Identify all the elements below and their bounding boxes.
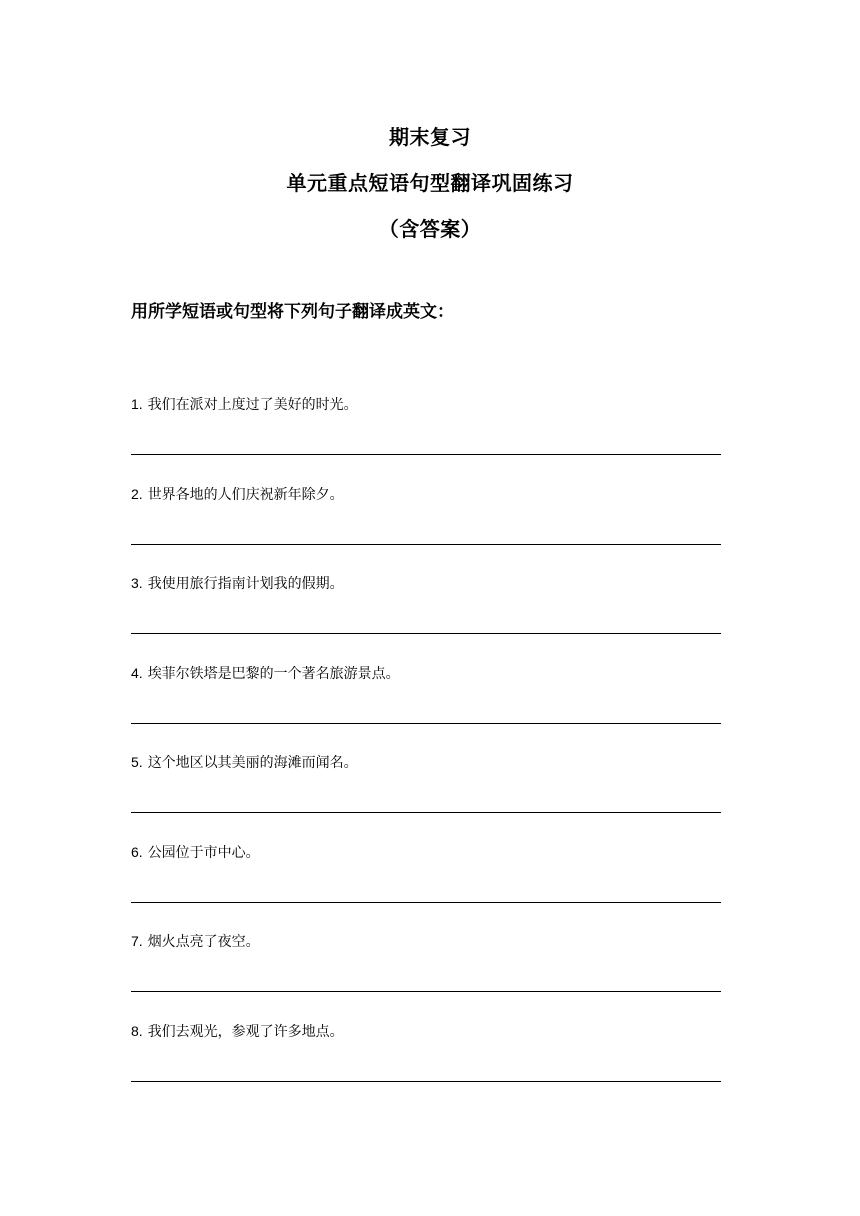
question-text: 我们在派对上度过了美好的时光。	[147, 397, 358, 413]
question-number: 3.	[131, 575, 143, 591]
title-block	[0, 114, 860, 252]
question-text-row	[131, 484, 721, 504]
question-text-row	[131, 663, 721, 683]
question-text: 埃菲尔铁塔是巴黎的一个著名旅游景点。	[147, 665, 400, 682]
question-text: 我使用旅行指南计划我的假期。	[147, 576, 344, 592]
question-item-7	[131, 931, 721, 1021]
question-text-row	[131, 573, 721, 593]
answer-line[interactable]	[131, 902, 721, 903]
question-item-3	[131, 573, 721, 663]
question-text-row	[131, 752, 721, 772]
question-text: 世界各地的人们庆祝新年除夕。	[147, 486, 344, 503]
answer-line[interactable]	[131, 454, 721, 455]
answer-line[interactable]	[131, 723, 721, 724]
question-item-8	[131, 1021, 721, 1111]
question-text: 公园位于市中心。	[147, 844, 260, 861]
answer-line[interactable]	[131, 544, 721, 545]
question-number: 2.	[131, 485, 143, 502]
question-number: 6.	[131, 843, 143, 860]
question-number: 5.	[131, 754, 143, 770]
question-number: 4.	[131, 664, 143, 681]
question-text-row	[131, 842, 721, 862]
title-line-1: 期末复习	[389, 125, 471, 149]
question-item-6	[131, 842, 721, 932]
title-line-3: （含答案）	[378, 217, 482, 241]
question-text: 这个地区以其美丽的海滩而闻名。	[147, 755, 358, 771]
question-number: 8.	[131, 1022, 143, 1039]
question-text-row	[131, 1021, 721, 1041]
answer-line[interactable]	[131, 1081, 721, 1082]
question-item-1	[131, 394, 721, 484]
question-text: 烟火点亮了夜空。	[147, 934, 260, 950]
question-item-5	[131, 752, 721, 842]
question-text: 我们去观光，参观了许多地点。	[147, 1023, 344, 1040]
title-line-2: 单元重点短语句型翻译巩固练习	[286, 171, 574, 195]
question-text-row	[131, 394, 721, 414]
question-item-4	[131, 663, 721, 753]
answer-line[interactable]	[131, 812, 721, 813]
instruction-heading: 用所学短语或句型将下列句子翻译成英文：	[131, 302, 454, 322]
question-item-2	[131, 484, 721, 574]
question-text-row	[131, 931, 721, 951]
question-number: 7.	[131, 933, 143, 949]
question-list	[131, 394, 721, 1110]
answer-line[interactable]	[131, 991, 721, 992]
question-number: 1.	[131, 396, 143, 412]
answer-line[interactable]	[131, 633, 721, 634]
